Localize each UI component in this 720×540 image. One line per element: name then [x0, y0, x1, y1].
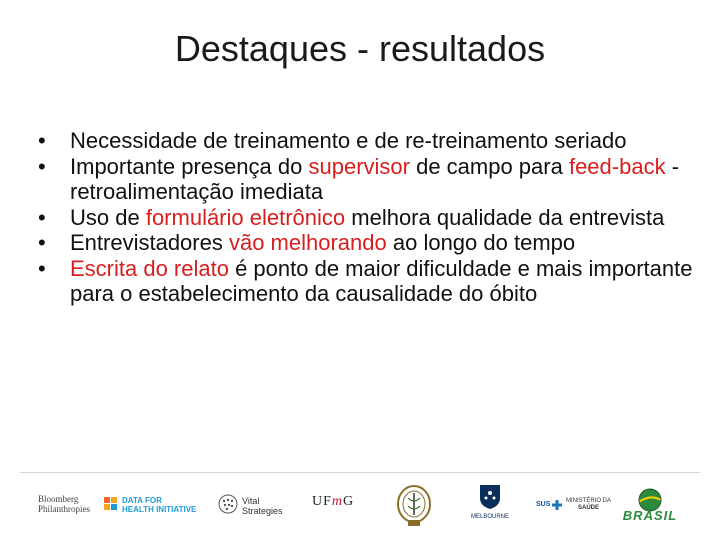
bullet-dot-icon: • [38, 153, 46, 179]
bullet-item [36, 205, 696, 231]
melbourne-shield-icon [479, 484, 501, 510]
bullet-text-segment: Necessidade de treinamento e de re-treinamento seriado [70, 128, 627, 153]
data-for-health-logo [104, 494, 214, 520]
brasil-text: BRASIL [622, 508, 678, 523]
melbourne-university-logo [468, 484, 512, 530]
bullet-text-segment: Entrevistadores [70, 230, 229, 255]
bullet-text-segment: - retroalimentação imediata [70, 153, 680, 204]
melbourne-text: MELBOURNE [470, 514, 509, 520]
vital-text: Vital [242, 496, 260, 506]
bullet-text [70, 154, 679, 205]
data-for-text: DATA FOR [122, 496, 162, 505]
bullet-item [36, 154, 696, 205]
sus-text: SUS [536, 501, 551, 508]
saude-text: SAÚDE [578, 505, 600, 511]
ufmg-text-left: UF [312, 494, 332, 509]
bullet-dot-icon: • [38, 204, 46, 230]
health-initiative-text: HEALTH INITIATIVE [122, 505, 197, 514]
bullet-dot-icon: • [38, 128, 46, 153]
bullet-text-segment: Importante presença do [70, 153, 309, 179]
highlight-text: formulário eletrônico [145, 204, 346, 230]
vital-strategies-icon [218, 494, 238, 514]
highlight-text: supervisor [308, 153, 410, 179]
bullet-text [70, 128, 626, 153]
data-for-health-icon [104, 497, 118, 511]
bullet-list [36, 128, 696, 307]
bullet-item [36, 256, 696, 307]
bullet-text [70, 205, 664, 230]
bloomberg-philanthropies-logo [38, 494, 100, 514]
footer-divider [20, 472, 700, 473]
bullet-text-segment: Uso de [70, 204, 146, 230]
highlight-text: feed-back [568, 153, 666, 179]
bullet-item [36, 230, 696, 256]
bullet-text [70, 230, 575, 255]
ufmg-logo [312, 494, 368, 510]
health-cross-icon [552, 500, 562, 510]
highlight-text: Escrita do relato [70, 255, 229, 281]
ufmg-text-mid: m [331, 494, 344, 509]
highlight-text: vão melhorando [228, 230, 387, 255]
bullet-dot-icon: • [38, 230, 46, 255]
brasil-government-logo [614, 488, 686, 528]
institution-seal-icon [394, 484, 434, 533]
bloomberg-logo-text: Bloomberg Philanthropies [38, 494, 90, 514]
sus-ministerio-logo [536, 496, 616, 520]
bullet-item [36, 128, 696, 154]
ufmg-text-right: G [343, 494, 355, 509]
bullet-dot-icon: • [38, 255, 46, 281]
ministerio-text: MINISTÉRIO DA [566, 498, 612, 504]
bullet-text-segment: de campo para [409, 153, 569, 179]
vital-strategies-logo [218, 490, 290, 520]
bullet-text-segment: é ponto de maior dificuldade e mais importante para o estabelecimento da causalidade do óbito [70, 255, 693, 306]
bullet-text-segment: melhora qualidade da entrevista [345, 204, 665, 230]
bullet-text-segment: ao longo do tempo [386, 230, 576, 255]
strategies-text: Strategies [242, 506, 283, 516]
bullet-text [70, 256, 692, 307]
partner-logos [0, 480, 720, 536]
slide-title: Destaques - resultados [174, 28, 546, 69]
